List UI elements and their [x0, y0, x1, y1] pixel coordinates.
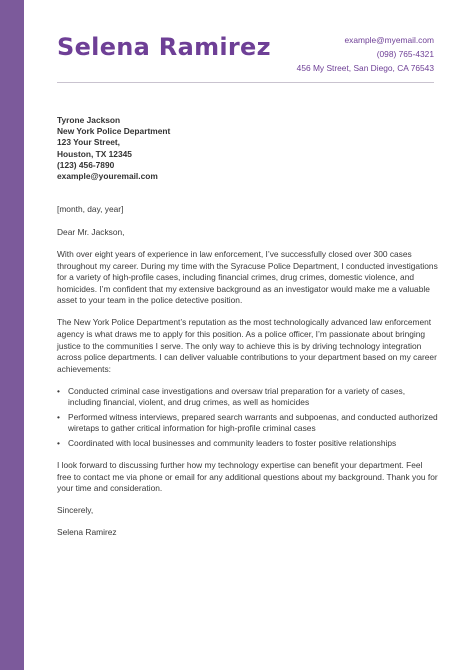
recipient-email[interactable]: example@youremail.com [57, 171, 158, 182]
contact-phone: (098) 765-4321 [376, 49, 434, 59]
paragraph-closing: I look forward to discussing further how my technology expertise can benefit your department. Feel free to contact me via phone or email for any additional questions about my background. Thank you for your time and consideration. [57, 460, 438, 494]
header-divider [57, 82, 434, 83]
list-item [57, 411, 439, 435]
contact-address: 456 My Street, San Diego, CA 76543 [296, 63, 434, 73]
contact-info [297, 33, 434, 75]
recipient-organization: New York Police Department [57, 126, 171, 137]
recipient-name: Tyrone Jackson [57, 115, 121, 125]
bullet-icon: • [57, 411, 60, 422]
recipient-street: 123 Your Street, [57, 137, 120, 148]
recipient-city: Houston, TX 12345 [57, 148, 132, 159]
paragraph-intro: With over eight years of experience in law enforcement, I’ve successfully closed over 300 cases throughout my career. During my time with the Syracuse Police Department, I conducted investigations for a variety of high-profile cases, including financial crimes, drug crimes, domestic violence, and homicides. I’m confident that my extensive background as an investigator would make me a valuable asset to your team in the police detective position. [57, 248, 438, 306]
list-item-text: Performed witness interviews, prepared search warrants and subpoenas, and conducted authorized wiretaps to gather critical information for high-profile criminal cases [68, 411, 438, 434]
letter-body [57, 227, 439, 538]
contact-email[interactable]: example@myemail.com [344, 35, 434, 45]
achievements-list [57, 386, 439, 450]
list-item [57, 385, 439, 409]
salutation: Dear Mr. Jackson, [57, 227, 125, 237]
letter-date: [month, day, year] [57, 204, 124, 214]
recipient-block [57, 115, 170, 182]
list-item-text: Coordinated with local businesses and community leaders to foster positive relationships [68, 438, 397, 449]
bullet-icon: • [57, 438, 60, 449]
closing-salutation: Sincerely, [57, 505, 94, 516]
list-item-text: Conducted criminal case investigations and oversaw trial preparation for a variety of cases, including financial, violent, and drug crimes, as well as homicides [68, 385, 406, 408]
list-item [57, 438, 439, 450]
recipient-phone: (123) 456-7890 [57, 159, 115, 170]
bullet-icon: • [57, 385, 60, 396]
applicant-name: Selena Ramirez [57, 33, 271, 61]
sidebar-accent-bar [0, 0, 24, 670]
signature-name: Selena Ramirez [57, 526, 117, 537]
paragraph-motivation: The New York Police Department’s reputation as the most technologically advanced law enforcement agency is what draws me to apply for this position. As a police officer, I’m passionate about bringing justice to the communities I serve. The only way to achieve this is by driving technology integration across police departments. I can deliver valuable contributions to your department based on my career achievements: [57, 317, 437, 374]
